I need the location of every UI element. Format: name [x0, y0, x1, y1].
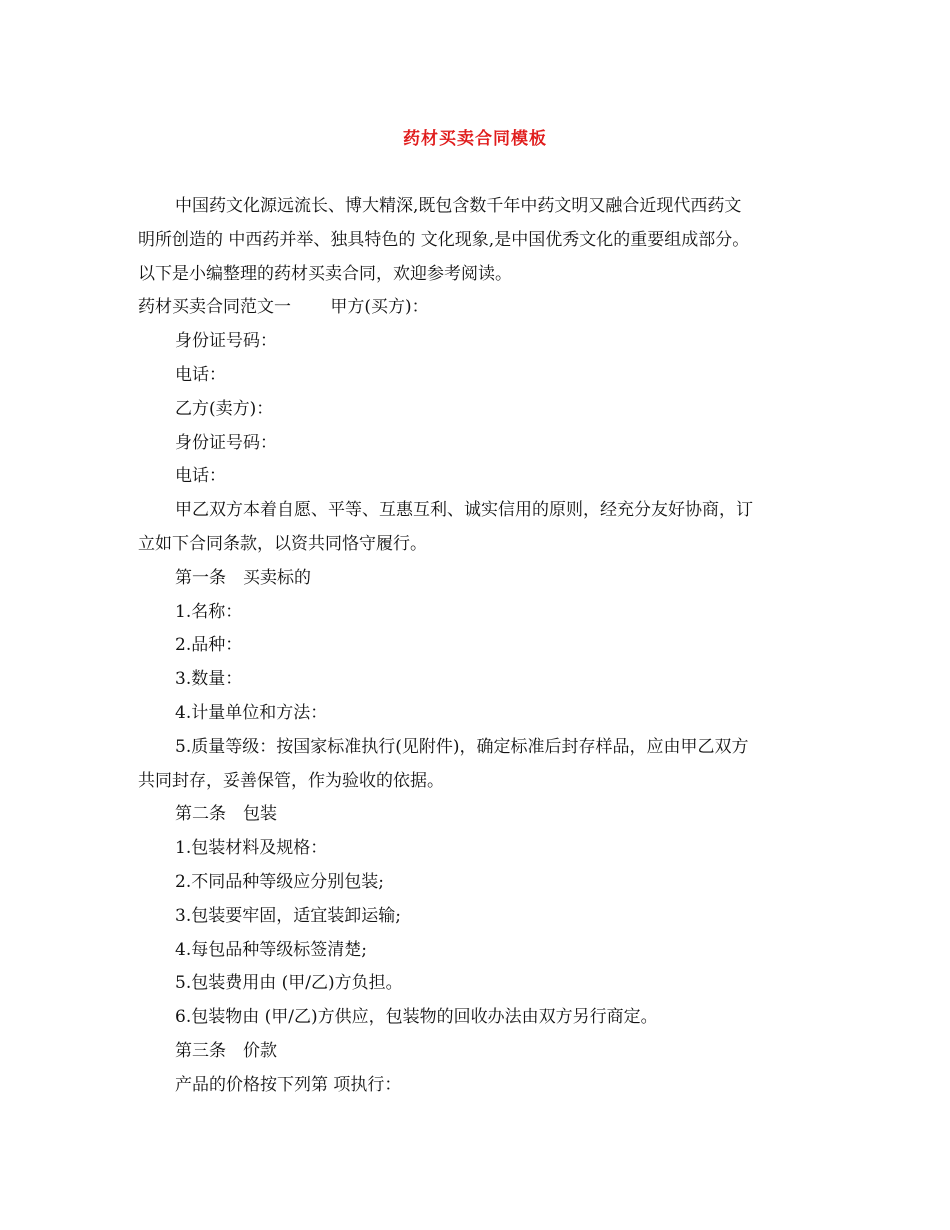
list-item: 5.质量等级：按国家标准执行(见附件)，确定标准后封存样品，应由甲乙双方 — [175, 736, 749, 757]
article-heading-2: 第二条 包装 — [175, 804, 277, 825]
paragraph-line: 共同封存，妥善保管，作为验收的依据。 — [138, 770, 444, 791]
list-item: 3.包装要牢固，适宜装卸运输; — [175, 905, 401, 926]
paragraph-line: 中国药文化源远流长、博大精深,既包含数千年中药文明又融合近现代西药文 — [175, 196, 742, 216]
document-body — [138, 190, 818, 1103]
field-phone-seller: 电话： — [175, 466, 226, 487]
field-seller: 乙方(卖方)： — [175, 398, 274, 419]
list-item: 4.计量单位和方法： — [175, 702, 328, 723]
paragraph-line: 甲乙双方本着自愿、平等、互惠互利、诚实信用的原则，经充分友好协商，订 — [175, 500, 753, 521]
paragraph-line: 以下是小编整理的药材买卖合同，欢迎参考阅读。 — [138, 263, 512, 284]
document-title: 药材买卖合同模板 — [403, 129, 547, 149]
list-item: 1.名称： — [175, 601, 243, 622]
list-item: 2.品种： — [175, 635, 243, 656]
field-id-number-seller: 身份证号码： — [175, 432, 277, 453]
list-item: 5.包装费用由 (甲/乙)方负担。 — [175, 973, 403, 994]
list-item: 6.包装物由 (甲/乙)方供应，包装物的回收办法由双方另行商定。 — [175, 1007, 658, 1028]
list-item: 3.数量： — [175, 669, 243, 690]
field-phone-buyer: 电话： — [175, 364, 226, 385]
paragraph-line: 药材买卖合同范文一 甲方(买方)： — [138, 297, 429, 318]
list-item: 1.包装材料及规格： — [175, 838, 328, 859]
article-heading-1: 第一条 买卖标的 — [175, 567, 311, 588]
article-heading-3: 第三条 价款 — [175, 1040, 277, 1061]
paragraph-line: 明所创造的 中西药并举、独具特色的 文化现象,是中国优秀文化的重要组成部分。 — [138, 229, 750, 250]
paragraph-line: 产品的价格按下列第 项执行： — [175, 1074, 402, 1095]
field-id-number-buyer: 身份证号码： — [175, 331, 277, 352]
list-item: 2.不同品种等级应分别包装; — [175, 871, 384, 892]
paragraph-line: 立如下合同条款，以资共同恪守履行。 — [138, 533, 427, 554]
list-item: 4.每包品种等级标签清楚; — [175, 939, 367, 960]
